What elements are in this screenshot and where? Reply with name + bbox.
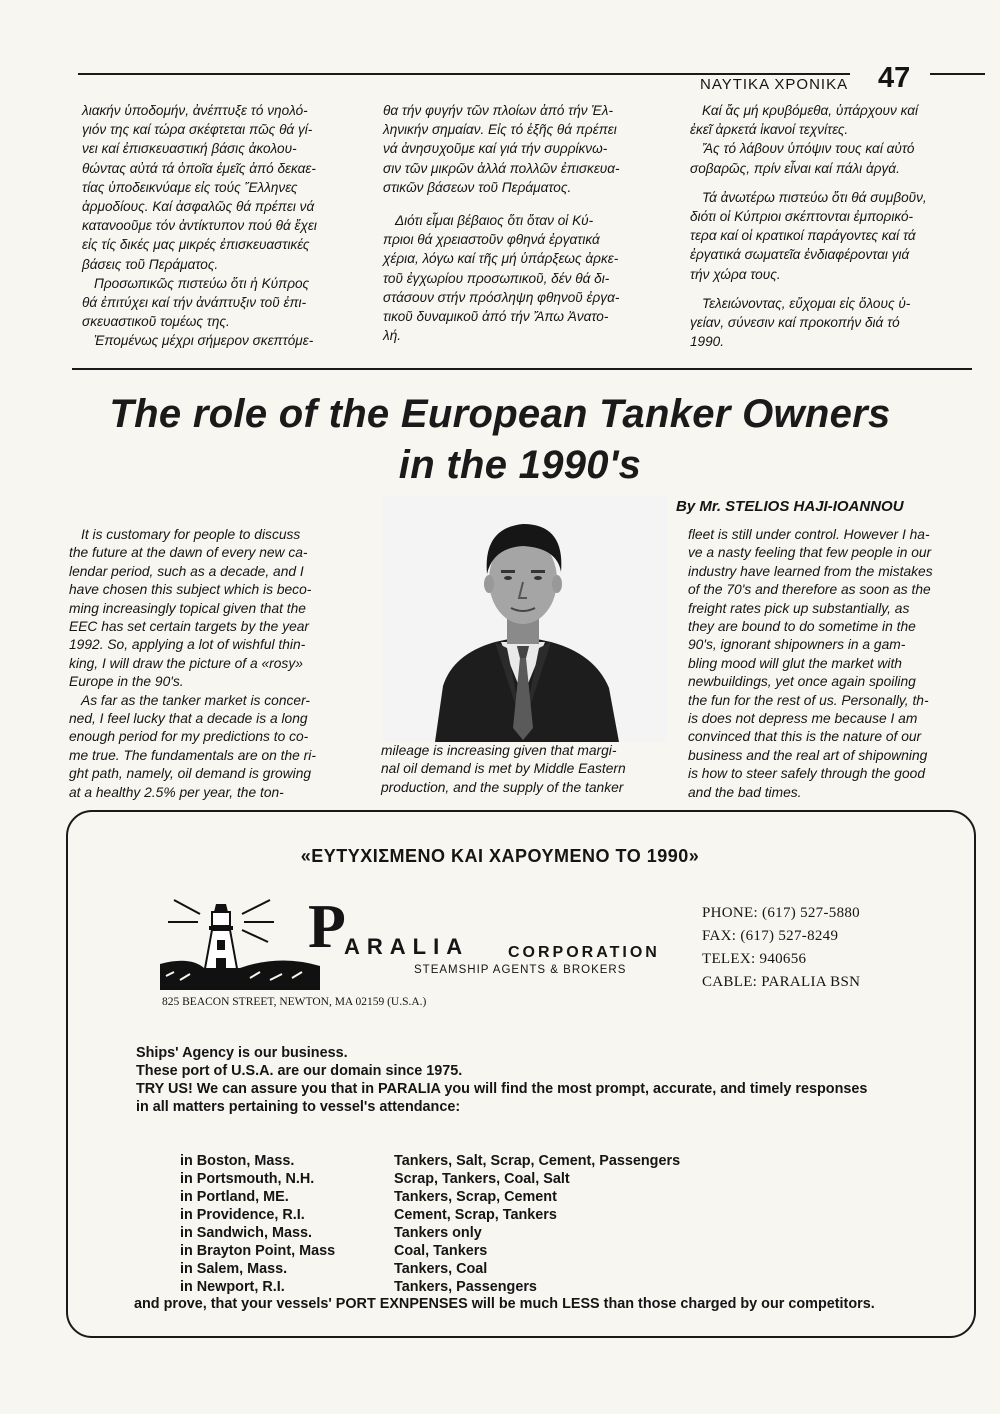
greek-paragraph: Τελειώνοντας, εὔχομαι εἰς ὅλους ὑ- γείαν, σύνεσιν καί προκοπήν διά τό 1990. bbox=[690, 295, 911, 350]
greek-column-2 bbox=[383, 101, 665, 345]
greek-paragraph: Διότι εἶμαι βέβαιος ὅτι ὅταν οἱ Κύ- πριοι θά χρειαστοῦν φθηνά ἐργατικά χέρια, λόγω καί τῆς μή ὑπάρξεως ἀρκε- τοῦ ἐγχωρίου προσωπικοῦ, δέν θά δι- στάσουν στήν πρόσληψη φθηνοῦ ἐργα- τικοῦ δυναμικοῦ ἀπό τήν Ἄπω Ἀνατο- λή. bbox=[383, 213, 620, 344]
ad-contacts bbox=[702, 902, 860, 994]
article-paragraph: It is customary for people to discuss the future at the dawn of every new ca- lendar period, such as a decade, and I have chosen this subject which is beco- ming increasingly topical given that the EEC has set certain targets by the year 1992. So, applying a lot of wishful thin- king, I will draw the picture of a «rosy» Europe in the 90's. bbox=[69, 527, 312, 690]
article-paragraph: mileage is increasing given that margi- nal oil demand is met by Middle Eastern production, and the supply of the tanker bbox=[381, 743, 626, 795]
port-row: in Providence, R.I. Cement, Scrap, Tankers bbox=[180, 1207, 557, 1223]
header-rule-right bbox=[930, 73, 985, 75]
ad-greeting: «ΕΥΤΥΧΙΣΜΕΝΟ ΚΑΙ ΧΑΡΟΥΜΕΝΟ ΤΟ 1990» bbox=[300, 846, 700, 866]
port-row: in Salem, Mass. Tankers, Coal bbox=[180, 1261, 488, 1277]
greek-paragraph: Καί ἄς μή κρυβόμεθα, ὑπάρχουν καί ἐκεῖ ἀρκετά ἱκανοί τεχνίτες. bbox=[690, 103, 918, 138]
greek-column-3 bbox=[690, 101, 980, 351]
article-column-2 bbox=[381, 742, 668, 797]
portrait-image bbox=[383, 496, 667, 742]
contact-telex: TELEX: 940656 bbox=[702, 951, 807, 967]
logo-paralia: ARALIA bbox=[344, 934, 470, 959]
byline: By Mr. STELIOS HAJI-IOANNOU bbox=[676, 498, 904, 515]
contact-fax: FAX: (617) 527-8249 bbox=[702, 928, 839, 944]
ad-intro-line: in all matters pertaining to vessel's attendance: bbox=[136, 1099, 461, 1115]
greek-paragraph: θα τήν φυγήν τῶν πλοίων ἀπό τήν Ἑλ- ληνικήν σημαίαν. Εἰς τό ἑξῆς θά πρέπει νά ἀνησυχοῦμε καί γιά τήν συρρίκνω- σιν τῶν μικρῶν ἀλλά πολλῶν ἐπισκευα- στικῶν βάσεων τοῦ Περάματος. bbox=[383, 103, 620, 195]
port-row: in Sandwich, Mass. Tankers only bbox=[180, 1225, 482, 1241]
logo-corporation: CORPORATION bbox=[508, 944, 660, 961]
lighthouse-logo-icon bbox=[160, 894, 320, 990]
contact-cable: CABLE: PARALIA BSN bbox=[702, 974, 861, 990]
page-number: 47 bbox=[878, 62, 911, 94]
greek-paragraph: Ἑπομένως μέχρι σήμερον σκεπτόμε- bbox=[94, 333, 314, 349]
contact-phone: PHONE: (617) 527-5880 bbox=[702, 905, 860, 921]
article-column-1 bbox=[69, 526, 356, 802]
logo-tagline: STEAMSHIP AGENTS & BROKERS bbox=[414, 964, 627, 976]
greek-paragraph: Προσωπικῶς πιστεύω ὅτι ἡ Κύπρος θά ἐπιτύχει καί τήν ἀνάπτυξιν τοῦ ἐπι- σκευαστικοῦ τομέως της. bbox=[82, 275, 310, 330]
port-row: in Boston, Mass. Tankers, Salt, Scrap, Cement, Passengers bbox=[180, 1153, 681, 1169]
article-paragraph: fleet is still under control. However I ha- ve a nasty feeling that few people in our industry have learned from the mistakes of the 70's and therefore as soon as the freight rates pick up substantially, as they are bound to do sometime in the 90's, ignorant shipowners in a gam- bling mood will glut the market with newbuildings, yet once again spoiling the fun for the rest of us. Personally, th- is does not depress me because I am convinced that this is the nature of our business and the real art of shipowning is how to steer safely through the good and the bad times. bbox=[688, 527, 933, 800]
ad-intro-line: TRY US! We can assure you that in PARALIA you will find the most prompt, accurate, and timely responses bbox=[136, 1081, 868, 1097]
section-divider bbox=[72, 368, 972, 370]
port-row: in Brayton Point, Mass Coal, Tankers bbox=[180, 1243, 488, 1259]
article-title-line-1: The role of the European Tanker Owners bbox=[109, 392, 891, 436]
ad-intro bbox=[136, 1044, 867, 1116]
magazine-name: ΝΑΥΤΙΚΑ ΧΡΟΝΙΚΑ bbox=[700, 76, 849, 93]
ad-address: 825 BEACON STREET, NEWTON, MA 02159 (U.S.A.) bbox=[162, 996, 427, 1008]
author-photo bbox=[383, 496, 667, 742]
logo-letter-p: P bbox=[308, 893, 346, 961]
ad-intro-line: Ships' Agency is our business. bbox=[136, 1045, 348, 1061]
article-column-3 bbox=[688, 526, 975, 802]
article-title-line-2: in the 1990's bbox=[398, 443, 642, 487]
header-rule-left bbox=[78, 73, 850, 75]
greek-paragraph: Τά ἀνωτέρω πιστεύω ὅτι θά συμβοῦν, διότι οἱ Κύπριοι σκέπτονται ἐμπορικό- τερα καί οἱ κρατικοί παράγοντες καί τά ἐργατικά σωματεῖα ἐνδιαφέρονται γιά τήν χώρα τους. bbox=[690, 189, 927, 282]
port-row: in Portland, ME. Tankers, Scrap, Cement bbox=[180, 1189, 557, 1205]
port-row: in Newport, R.I. Tankers, Passengers bbox=[180, 1279, 537, 1295]
ad-closing: and prove, that your vessels' PORT EXNPENSES will be much LESS than those charged by our competitors. bbox=[134, 1296, 875, 1312]
greek-column-1 bbox=[82, 101, 364, 351]
article-paragraph: As far as the tanker market is concer- ned, I feel lucky that a decade is a long enough period for my predictions to co- me true. The fundamentals are on the ri- ght path, namely, oil demand is growing at a healthy 2.5% per year, the ton- bbox=[69, 692, 316, 800]
port-row: in Portsmouth, N.H. Scrap, Tankers, Coal, Salt bbox=[180, 1171, 570, 1187]
greek-paragraph: λιακήν ὑποδομήν, ἀνέπτυξε τό νηολό- γιόν της καί τώρα σκέφτεται πῶς θά γί- νει καί ἐπισκευαστική βάσις ἀκολου- θώντας αὐτά τά ὁποῖα ἐμεῖς ἀπό δεκαε- τίας ὑποδεικνύαμε εἰς τούς Ἕλληνες ἁρμοδίους. Καί ἀσφαλῶς θά πρέπει νά κατανοοῦμε τόν ἀντίκτυπον πού θά ἔχει εἰς τίς δικές μας μικρές ἐπισκευαστικές βάσεις τοῦ Περάματος. bbox=[82, 103, 317, 272]
ad-intro-line: These port of U.S.A. are our domain since 1975. bbox=[136, 1063, 463, 1079]
greek-paragraph: Ἄς τό λάβουν ὑπόψιν τους καί αὐτό σοβαρῶς, πρίν εἶναι καί πάλι ἀργά. bbox=[690, 141, 915, 176]
